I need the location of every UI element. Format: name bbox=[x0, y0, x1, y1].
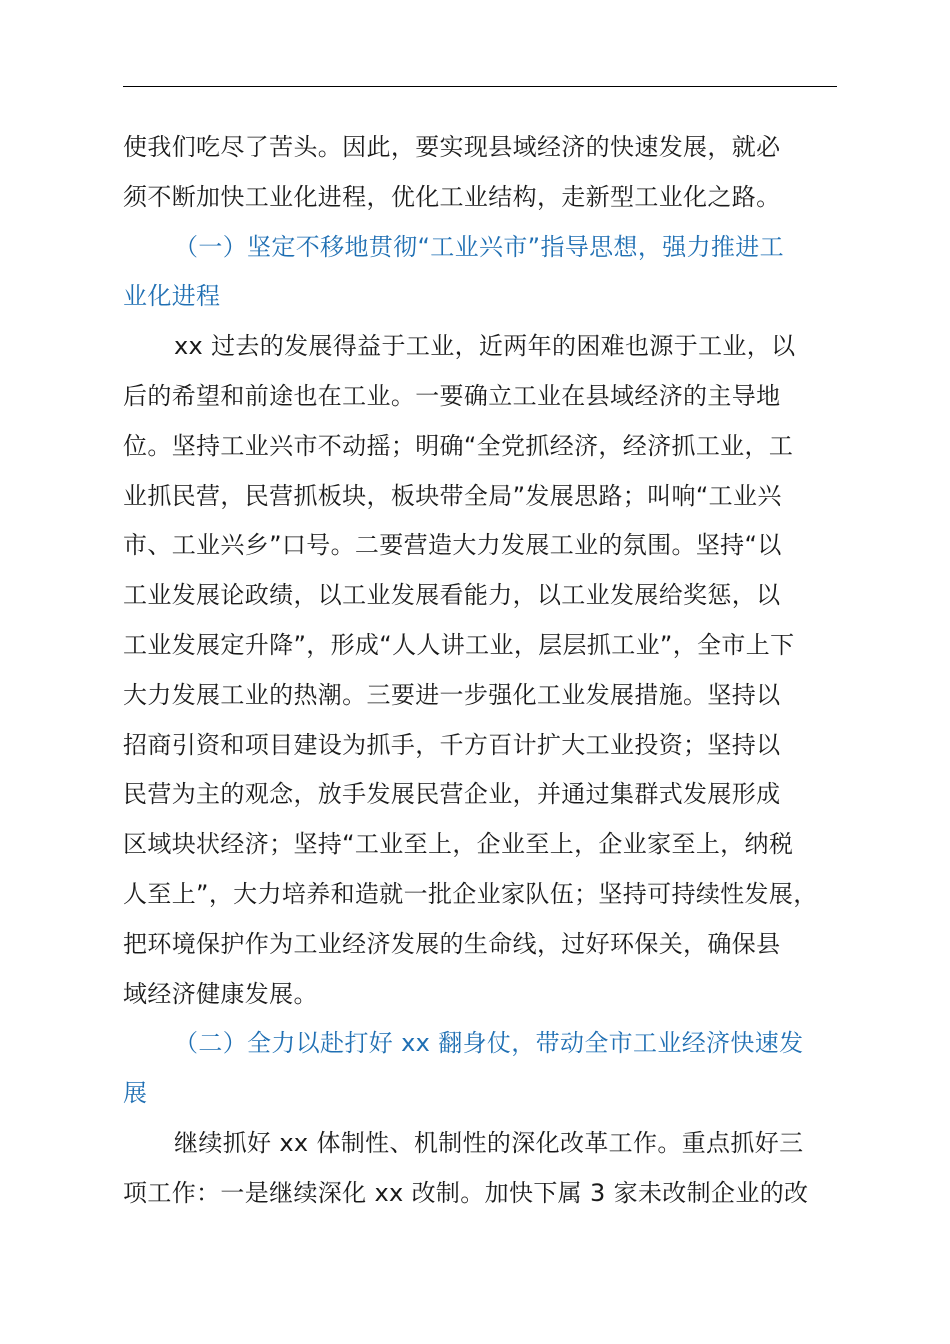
paragraph-reform bbox=[123, 1119, 837, 1219]
text-line: 业抓民营，民营抓板块，板块带全局”发展思路；叫响“工业兴 bbox=[123, 481, 782, 510]
section-heading-1 bbox=[123, 223, 837, 323]
text-line: 位。坚持工业兴市不动摇；明确“全党抓经济，经济抓工业，工 bbox=[123, 431, 794, 460]
text-line: 招商引资和项目建设为抓手，千方百计扩大工业投资；坚持以 bbox=[123, 730, 781, 759]
text-line: 后的希望和前途也在工业。一要确立工业在县域经济的主导地 bbox=[123, 381, 781, 410]
text-line: 继续抓好 xx 体制性、机制性的深化改革工作。重点抓好三 bbox=[174, 1128, 804, 1157]
text-line: 项工作：一是继续深化 xx 改制。加快下属 3 家未改制企业的改 bbox=[123, 1178, 809, 1207]
heading-line: 业化进程 bbox=[123, 282, 221, 311]
text-line: 市、工业兴乡”口号。二要营造大力发展工业的氛围。坚持“以 bbox=[123, 531, 782, 560]
text-line: 使我们吃尽了苦头。因此，要实现县域经济的快速发展，就必 bbox=[123, 133, 781, 161]
text-line: 域经济健康发展。 bbox=[123, 979, 318, 1008]
text-line: 工业发展定升降”，形成“人人讲工业，层层抓工业”，全市上下 bbox=[123, 630, 795, 659]
text-line: 工业发展论政绩，以工业发展看能力，以工业发展给奖惩，以 bbox=[123, 581, 781, 610]
text-line: 大力发展工业的热潮。三要进一步强化工业发展措施。坚持以 bbox=[123, 680, 781, 709]
header-rule bbox=[123, 86, 837, 87]
text-line: xx 过去的发展得益于工业，近两年的困难也源于工业，以 bbox=[174, 332, 796, 361]
text-line: 区域块状经济；坚持“工业至上，企业至上，企业家至上，纳税 bbox=[123, 830, 794, 859]
heading-line: （二）全力以赴打好 xx 翻身仗，带动全市工业经济快速发 bbox=[174, 1029, 804, 1058]
paragraph-industry bbox=[123, 322, 837, 1019]
text-line: 须不断加快工业化进程，优化工业结构，走新型工业化之路。 bbox=[123, 182, 781, 211]
document-body bbox=[123, 123, 837, 1219]
heading-line: （一）坚定不移地贯彻“工业兴市”指导思想，强力推进工 bbox=[174, 232, 784, 261]
section-heading-2 bbox=[123, 1019, 837, 1119]
text-line: 把环境保护作为工业经济发展的生命线，过好环保关，确保县 bbox=[123, 929, 781, 958]
text-line: 人至上”，大力培养和造就一批企业家队伍；坚持可持续性发展， bbox=[123, 879, 818, 908]
text-line: 民营为主的观念，放手发展民营企业，并通过集群式发展形成 bbox=[123, 780, 781, 809]
paragraph-continued bbox=[123, 123, 837, 223]
heading-line: 展 bbox=[123, 1079, 148, 1108]
